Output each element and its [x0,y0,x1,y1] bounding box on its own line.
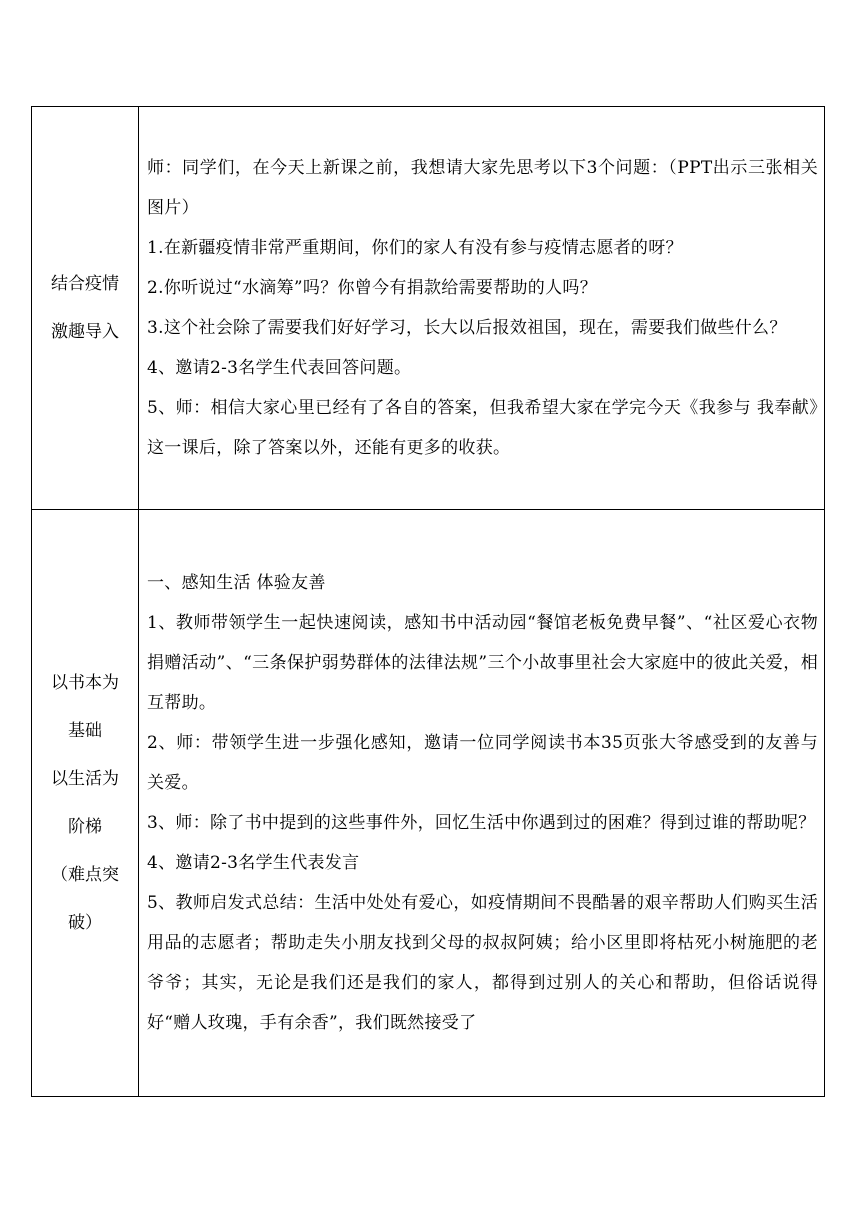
stage-label-line: 破） [68,913,102,933]
stage-label-cell [32,107,139,510]
lesson-plan-table [31,106,825,1097]
stage-content-cell [139,510,825,1097]
table-row [32,510,825,1097]
content-paragraph: 2、师：带领学生进一步强化感知，邀请一位同学阅读书本35页张大爷感受到的友善与关爱。 [147,733,818,793]
stage-label-line: 结合疫情 [51,274,119,294]
content-paragraph: 5、师：相信大家心里已经有了各自的答案，但我希望大家在学完今天《我参与 我奉献》这一课后，除了答案以外，还能有更多的收获。 [147,398,818,458]
content-paragraph: 1、教师带领学生一起快速阅读，感知书中活动园“餐馆老板免费早餐”、“社区爱心衣物捐赠活动”、“三条保护弱势群体的法律法规”三个小故事里社会大家庭中的彼此关爱，相互帮助。 [147,613,818,713]
stage-content-cell [139,107,825,510]
stage-label-line: （难点突 [51,865,119,885]
content-paragraph: 2.你听说过“水滴筹”吗？你曾今有捐款给需要帮助的人吗？ [147,278,598,298]
content-paragraph: 3.这个社会除了需要我们好好学习，长大以后报效祖国，现在，需要我们做些什么？ [147,318,787,338]
stage-label-line: 以生活为 [51,769,119,789]
stage-label-line: 以书本为 [51,673,119,693]
content-paragraph: 1.在新疆疫情非常严重期间，你们的家人有没有参与疫情志愿者的呀？ [147,238,683,258]
content-paragraph: 一、感知生活 体验友善 [147,573,326,593]
stage-label-line: 阶梯 [68,817,102,837]
stage-label-line: 基础 [68,721,102,741]
content-paragraph: 师：同学们，在今天上新课之前，我想请大家先思考以下3个问题：（PPT出示三张相关图片） [147,158,818,218]
table-row [32,107,825,510]
stage-label-cell [32,510,139,1097]
content-paragraph: 5、教师启发式总结：生活中处处有爱心，如疫情期间不畏酷暑的艰辛帮助人们购买生活用品的志愿者；帮助走失小朋友找到父母的叔叔阿姨；给小区里即将枯死小树施肥的老爷爷；其实，无论是我们还是我们的家人，都得到过别人的关心和帮助，但俗话说得好“赠人玫瑰，手有余香”，我们既然接受了 [147,893,818,1033]
content-paragraph: 4、邀请2-3名学生代表回答问题。 [147,358,412,378]
content-paragraph: 3、师：除了书中提到的这些事件外，回忆生活中你遇到过的困难？得到过谁的帮助呢？ [147,813,816,833]
content-paragraph: 4、邀请2-3名学生代表发言 [147,853,360,873]
stage-label-line: 激趣导入 [51,322,119,342]
